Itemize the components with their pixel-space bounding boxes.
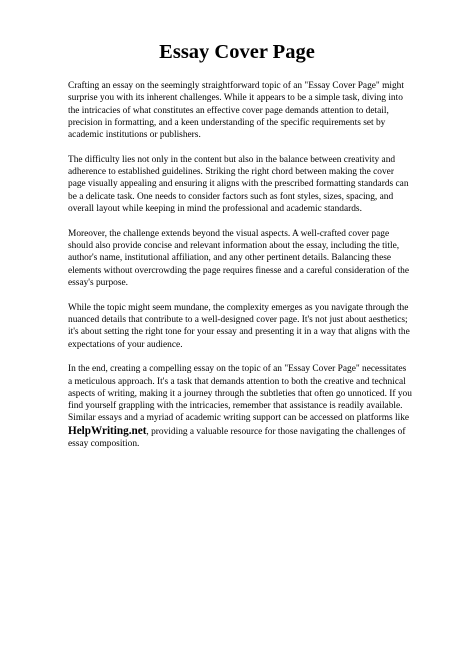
paragraph-3: Moreover, the challenge extends beyond the visual aspects. A well-crafted cover page should also provide concise and relevant information about the essay, including the title, author's name, institutional affiliation, and any other pertinent details. Balancing these elements without overcrowding the page requires finesse and a careful consideration of the essay's purpose. bbox=[68, 228, 410, 288]
paragraph-5-text-after: , providing a valuable resource for those navigating the challenges of essay composition. bbox=[68, 426, 406, 449]
document-body bbox=[68, 80, 412, 450]
page-title: Essay Cover Page bbox=[159, 41, 315, 63]
paragraph-5-text-before: In the end, creating a compelling essay on the topic of an "Essay Cover Page" necessitates a meticulous approach. It's a task that demands attention to both the creative and technical aspects of writing, making it a journey through the subtleties that often go unnoticed. If you find yourself grappling with the intricacies, remember that assistance is readily available. Similar essays and a myriad of academic writing support can be accessed on platforms like bbox=[68, 364, 412, 424]
paragraph-1: Crafting an essay on the seemingly straightforward topic of an "Essay Cover Page" might surprise you with its inherent challenges. While it appears to be a simple task, diving into the intricacies of what constitutes an effective cover page demands attention to detail, precision in formatting, and a keen understanding of the specific requirements set by academic institutions or publishers. bbox=[68, 81, 404, 141]
paragraph-2: The difficulty lies not only in the content but also in the balance between creativity and adherence to established guidelines. Striking the right chord between making the cover page visually appealing and ensuring it aligns with the prescribed formatting standards can be a delicate task. One needs to consider factors such as font styles, sizes, spacing, and overall layout while keeping in mind the professional and academic standards. bbox=[68, 154, 409, 215]
paragraph-5 bbox=[68, 363, 412, 450]
brand-name: HelpWriting.net bbox=[68, 424, 147, 437]
paragraph-4: While the topic might seem mundane, the complexity emerges as you navigate through the nuanced details that contribute to a well-designed cover page. It's not just about aesthetics; it's about setting the right tone for your essay and presenting it in a way that aligns with the expectations of your audience. bbox=[68, 302, 410, 350]
